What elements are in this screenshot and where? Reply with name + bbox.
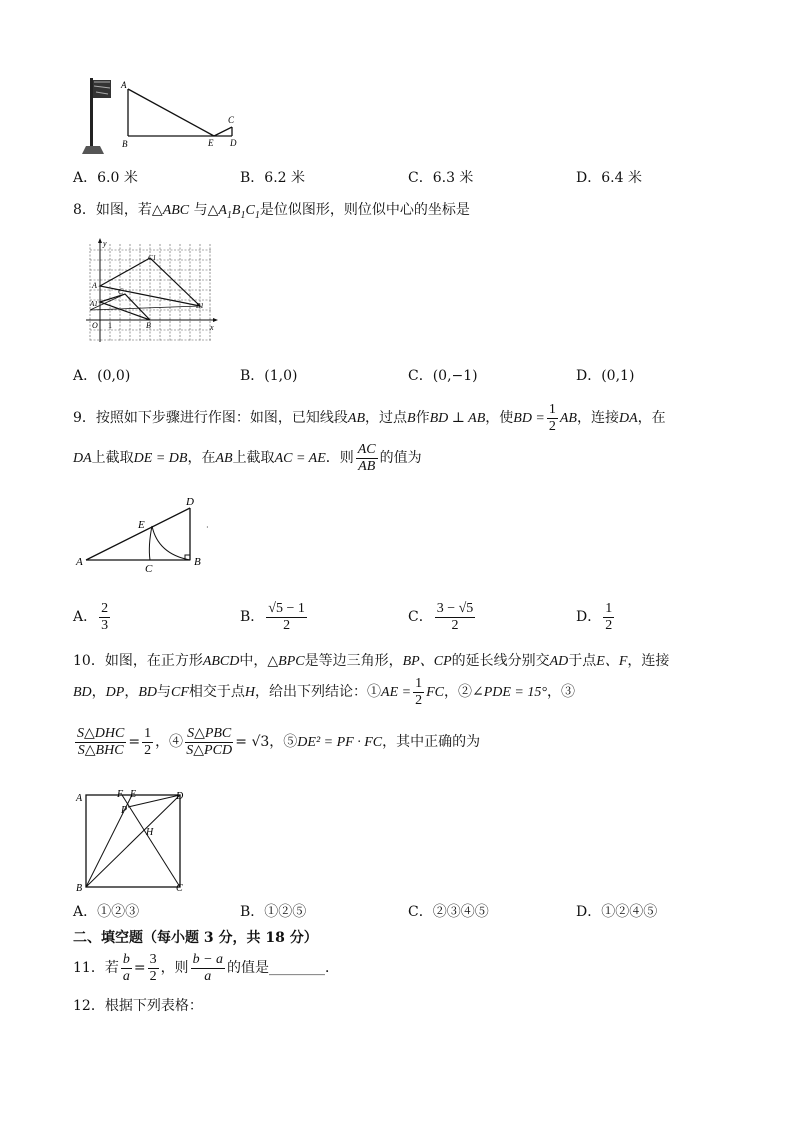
q10-fc: FC <box>426 685 444 700</box>
q9-opt-b-n: √5 − 1 <box>268 600 305 616</box>
q8-option-b[interactable]: B．(1,0) <box>240 368 298 384</box>
q9-da-2: DA <box>73 451 92 466</box>
q9-opt-a-d: 3 <box>101 617 109 633</box>
q10-l2-d: 与 <box>157 684 172 700</box>
q10-l1-a: 10．如图，在正方形 <box>73 653 203 669</box>
q8-a1-letter: A <box>218 203 227 218</box>
q11-pre: 11．若 <box>73 960 119 976</box>
q11-f2-d: 2 <box>149 968 157 984</box>
q9-l2-mid: ，在 <box>187 450 216 466</box>
q10-bpc: BPC <box>278 654 305 669</box>
q10-sep2: ，⑤ <box>269 734 298 750</box>
q10-label-b: B <box>76 883 83 894</box>
q10-abcd: ABCD <box>202 654 240 669</box>
q8-label-x: x <box>210 323 214 332</box>
q9-half-d: 2 <box>548 418 556 434</box>
q10-v1-d: 2 <box>144 742 152 758</box>
q8-label-b1: B1 <box>196 302 204 310</box>
q9-l1-mid1: ，过点 <box>365 410 408 426</box>
q9-da: DA <box>618 411 638 426</box>
q10-s1-d: S△BHC <box>77 742 124 758</box>
q10-option-a[interactable]: A．①②③ <box>73 904 140 920</box>
q9-opt-c-frac <box>435 601 476 634</box>
q9-option-a[interactable] <box>73 598 112 636</box>
q10-bd-2: BD <box>138 685 158 700</box>
segment-ec <box>214 127 232 136</box>
q9-ratio-n: AC <box>357 441 376 457</box>
q10-ae: AE = <box>381 685 412 700</box>
q7-label-b: B <box>122 139 128 149</box>
q10-option-b[interactable]: B．①②⑤ <box>240 904 307 920</box>
q8-label-c1: C1 <box>148 254 157 262</box>
q8-stem-pre: 8．如图，若△ <box>73 202 163 218</box>
q9-ac-ae: AC = AE <box>274 451 326 466</box>
q8-label-b: B <box>146 321 151 330</box>
q8-label-c: C <box>118 287 124 296</box>
q10-bd: BD <box>73 685 92 700</box>
q9-label-c: C <box>145 563 153 572</box>
q8-figure <box>78 236 218 344</box>
q11-mid: ，则 <box>160 960 189 976</box>
q8-label-y: y <box>103 239 107 248</box>
q8-label-o: O <box>92 321 98 330</box>
q10-l1-e: 于点 <box>568 653 597 669</box>
q11-f1 <box>121 952 132 985</box>
q9-l2-mid3: ．则 <box>325 450 354 466</box>
q9-ratio-d: AB <box>358 458 376 474</box>
q10-s2-d: S△PCD <box>186 742 233 758</box>
q10-l1-c: 是等边三角形， <box>304 653 403 669</box>
q10-s1-frac <box>75 726 126 759</box>
flag-base <box>82 146 104 154</box>
q9-arc-de <box>152 526 190 560</box>
q11-f2 <box>148 952 159 985</box>
q10-eq1: = <box>128 734 141 750</box>
q10-h: H <box>244 685 256 700</box>
q10-bp-cp: BP、CP <box>402 654 452 669</box>
q8-stem-post: 是位似图形，则位似中心的坐标是 <box>259 202 470 218</box>
q10-option-c[interactable]: C．②③④⑤ <box>408 904 489 920</box>
q9-l1-mid2: 作 <box>415 410 430 426</box>
q9-label-e: E <box>138 519 145 531</box>
q9-option-c[interactable] <box>408 598 477 636</box>
q9-bd-perp-ab: BD ⊥ AB <box>429 411 486 426</box>
q8-line-b <box>90 306 200 310</box>
q9-l2-pre: 上截取 <box>91 450 134 466</box>
q10-s2-n: S△PBC <box>187 725 232 741</box>
q10-angle: ∠PDE = 15° <box>471 685 547 700</box>
q9-ab-2: AB <box>559 411 577 426</box>
q10-l1-b: 中，△ <box>239 653 279 669</box>
q9-b: B <box>407 411 416 426</box>
q9-l1-end: ，在 <box>637 410 666 426</box>
q7-figure <box>76 72 246 162</box>
q10-ef: E、F <box>596 654 628 669</box>
q10-l3-end: ，其中正确的为 <box>382 734 481 750</box>
q10-l1-f: ，连接 <box>627 653 670 669</box>
q8-triangle-abc <box>100 294 150 320</box>
q11-answer-blank[interactable]: ________． <box>269 960 340 976</box>
q12-stem: 12．根据下列表格： <box>73 998 203 1014</box>
q11-f3-d: a <box>204 968 212 984</box>
q7-option-c[interactable]: C．6.3 米 <box>408 170 474 186</box>
q10-half-d: 2 <box>415 692 423 708</box>
q7-label-c: C <box>228 115 235 125</box>
q10-label-p: P <box>121 805 128 816</box>
q9-half-frac <box>547 402 558 435</box>
q9-opt-d-d: 2 <box>605 617 613 633</box>
q8-option-c[interactable]: C．(0,−1) <box>408 368 478 384</box>
q9-de-db: DE = DB <box>133 451 188 466</box>
q8-stem-mid: 与△ <box>189 202 219 218</box>
q7-option-d[interactable]: D．6.4 米 <box>576 170 642 186</box>
q10-label-f: F <box>117 789 124 800</box>
q9-opt-b-d: 2 <box>283 617 291 633</box>
q7-label-a: A <box>121 80 127 90</box>
q10-de-eq: DE² = PF · FC <box>297 735 383 750</box>
q9-opt-b-frac <box>266 601 307 634</box>
q10-stem-line3 <box>73 722 480 763</box>
q11-end: 的值是 <box>227 960 270 976</box>
q11-f1-d: a <box>122 968 130 984</box>
q7-label-e: E <box>208 138 214 148</box>
q11-stem <box>73 950 339 986</box>
q8-y-arrow <box>98 238 102 243</box>
flagpole <box>90 78 93 146</box>
q10-label-h: H <box>146 827 154 838</box>
q9-option-d[interactable] <box>576 598 616 636</box>
q9-label-b: B <box>194 556 201 568</box>
q9-opt-a-frac <box>99 601 110 634</box>
q11-f3-n: b − a <box>192 951 224 967</box>
q10-stem-line1 <box>73 651 669 672</box>
q9-label-d: D <box>186 496 194 508</box>
section-2-heading: 二、填空题（每小题 3 分，共 18 分） <box>73 930 318 946</box>
q9-stem-line1 <box>73 400 666 437</box>
q10-l2-e: 相交于点 <box>188 684 245 700</box>
q10-l2-g: ，② <box>443 684 472 700</box>
q9-opt-c-n: 3 − √5 <box>436 600 474 616</box>
q9-l2-mid2: 上截取 <box>232 450 275 466</box>
q8-option-d[interactable]: D．(0,1) <box>576 368 635 384</box>
q11-f1-n: b <box>122 951 130 967</box>
q10-option-d[interactable]: D．①②④⑤ <box>576 904 658 920</box>
q9-arc-ac <box>149 526 152 560</box>
q9-half-n: 1 <box>548 401 556 417</box>
q10-stem-line2 <box>73 674 575 711</box>
q8-x-arrow <box>213 318 218 322</box>
q10-l2-h2: ，③ <box>546 684 575 700</box>
q11-f2-n: 3 <box>149 951 157 967</box>
q8-label-a1: A1 <box>90 300 98 308</box>
q9-opt-c-label: C． <box>408 609 433 625</box>
q9-l1-mid3: ，使 <box>485 410 514 426</box>
q10-figure <box>72 787 196 895</box>
q8-stem-abc: ABC <box>162 203 190 218</box>
q7-label-d: D <box>230 138 237 148</box>
q10-v1-n: 1 <box>144 725 152 741</box>
q10-label-d: D <box>176 791 184 802</box>
q9-opt-d-n: 1 <box>605 600 613 616</box>
q9-bd-eq: BD = <box>513 411 545 426</box>
q9-stem-line2 <box>73 440 422 477</box>
q10-s1-n: S△DHC <box>77 725 125 741</box>
q9-l1-mid4: ，连接 <box>576 410 619 426</box>
q10-label-c: C <box>176 883 183 894</box>
q10-diag-bd <box>86 795 180 887</box>
q7-option-b[interactable]: B．6.2 米 <box>240 170 306 186</box>
q10-half-frac <box>413 676 424 709</box>
q10-l2-f: ，给出下列结论：① <box>255 684 382 700</box>
q9-ab: AB <box>347 411 366 426</box>
q8-stem <box>73 200 470 226</box>
q10-half-n: 1 <box>415 675 423 691</box>
q9-opt-a-n: 2 <box>101 600 109 616</box>
q10-v1-frac <box>142 726 153 759</box>
q9-opt-d-frac <box>603 601 614 634</box>
q10-cf: CF <box>171 685 189 700</box>
q9-l1-pre: 9．按照如下步骤进行作图：如图，已知线段 <box>73 410 348 426</box>
q9-option-b[interactable] <box>240 598 309 636</box>
q10-line-cf <box>122 795 180 887</box>
q10-dp: DP <box>105 685 125 700</box>
q11-f3 <box>191 952 225 985</box>
flag <box>93 80 111 98</box>
q10-s2-frac <box>185 726 233 759</box>
q9-label-a: A <box>76 556 83 568</box>
q10-l2-b: ， <box>91 684 106 700</box>
q10-ad: AD <box>549 654 569 669</box>
q10-eq2: = √3 <box>235 734 270 750</box>
q9-opt-a-label: A． <box>73 609 98 625</box>
q10-sep: ，④ <box>155 734 184 750</box>
q10-label-e: E <box>130 789 137 800</box>
q10-label-a: A <box>76 793 83 804</box>
q11-eq: = <box>133 960 146 976</box>
q9-figure <box>72 490 222 572</box>
q9-dot: · <box>206 523 209 532</box>
q8-label-a: A <box>92 281 97 290</box>
q9-opt-b-label: B． <box>240 609 265 625</box>
q8-stem-a1b1c1: $A_1B_1C_1$ <box>218 203 260 221</box>
q9-l2-end: 的值为 <box>379 450 422 466</box>
q9-seg-ad <box>86 508 190 560</box>
q9-ratio-frac <box>356 442 378 475</box>
q8-option-a[interactable]: A．(0,0) <box>73 368 131 384</box>
q9-opt-c-d: 2 <box>451 617 459 633</box>
q9-ab-3: AB <box>215 451 233 466</box>
q10-l2-c: ， <box>124 684 139 700</box>
segment-ae <box>128 89 214 136</box>
q9-opt-d-label: D． <box>576 609 602 625</box>
q7-option-a[interactable]: A．6.0 米 <box>73 170 138 186</box>
q8-label-one: 1 <box>108 321 112 330</box>
q10-l1-d: 的延长线分别交 <box>451 653 550 669</box>
